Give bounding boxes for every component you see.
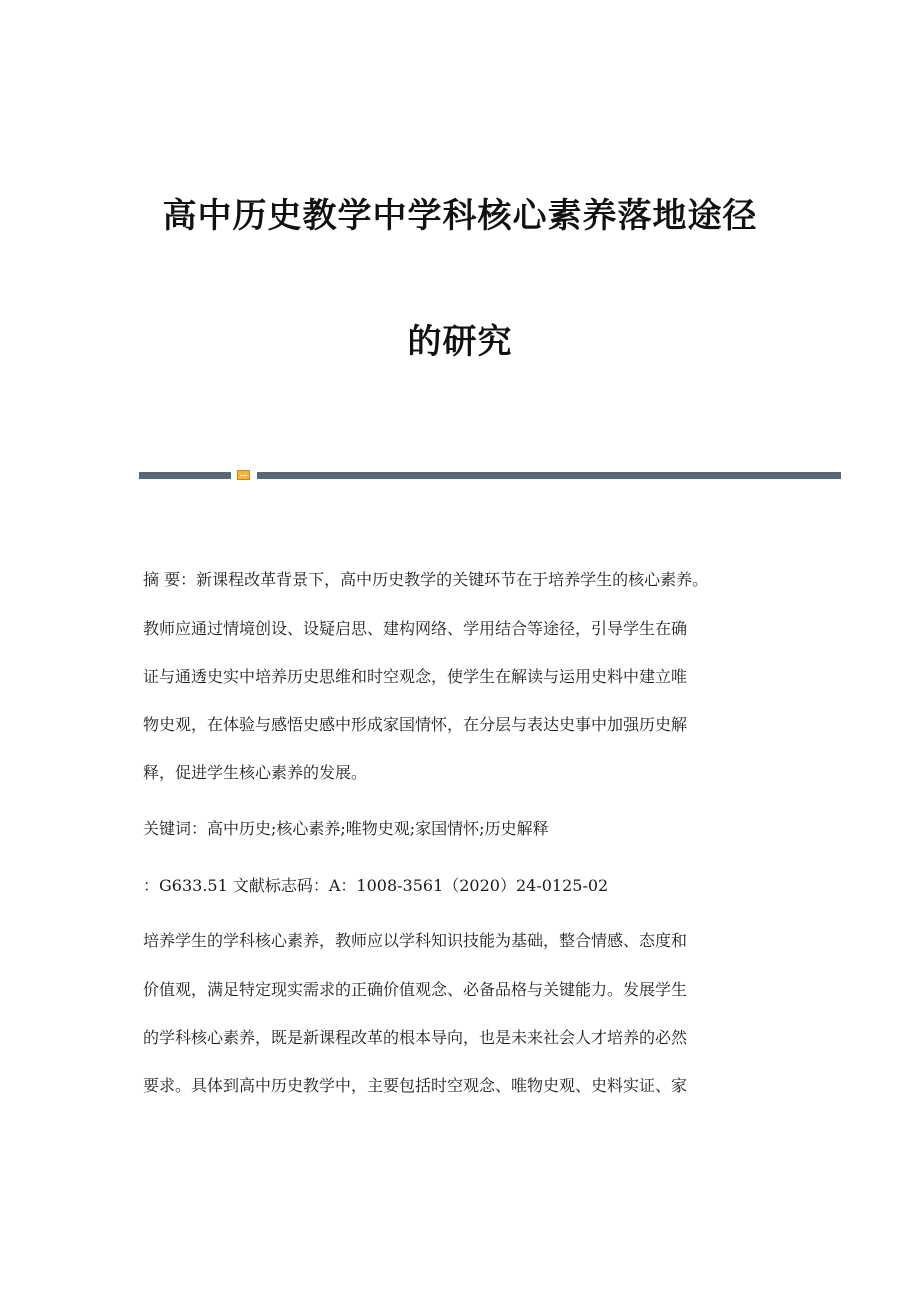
- title-divider: [139, 470, 841, 480]
- abstract-line: 物史观，在体验与感悟史感中形成家国情怀，在分层与表达史事中加强历史解: [143, 715, 688, 734]
- abstract-line: 摘 要：新课程改革背景下，高中历史教学的关键环节在于培养学生的核心素养。: [143, 570, 709, 589]
- page-title-continued: 的研究: [407, 322, 513, 362]
- keywords-line: 关键词：高中历史;核心素养;唯物史观;家国情怀;历史解释: [143, 819, 549, 838]
- abstract-line: 释，促进学生核心素养的发展。: [143, 763, 368, 782]
- abstract-line: 教师应通过情境创设、设疑启思、建构网络、学用结合等途径，引导学生在确: [143, 619, 688, 638]
- body-line: 要求。具体到高中历史教学中，主要包括时空观念、唯物史观、史料实证、家: [143, 1076, 688, 1095]
- classification-line: ：G633.51 文献标志码：A：1008-3561（2020）24-0125-02: [143, 876, 609, 895]
- divider-right-bar: [257, 472, 841, 479]
- body-line: 的学科核心素养，既是新课程改革的根本导向，也是未来社会人才培养的必然: [143, 1028, 688, 1047]
- body-line: 价值观，满足特定现实需求的正确价值观念、必备品格与关键能力。发展学生: [143, 980, 688, 999]
- divider-left-bar: [139, 472, 231, 479]
- page-title: 高中历史教学中学科核心素养落地途径: [162, 196, 758, 236]
- body-line: 培养学生的学科核心素养，教师应以学科知识技能为基础，整合情感、态度和: [143, 931, 688, 950]
- divider-ornament-icon: [237, 470, 250, 480]
- abstract-line: 证与通透史实中培养历史思维和时空观念，使学生在解读与运用史料中建立唯: [143, 667, 688, 686]
